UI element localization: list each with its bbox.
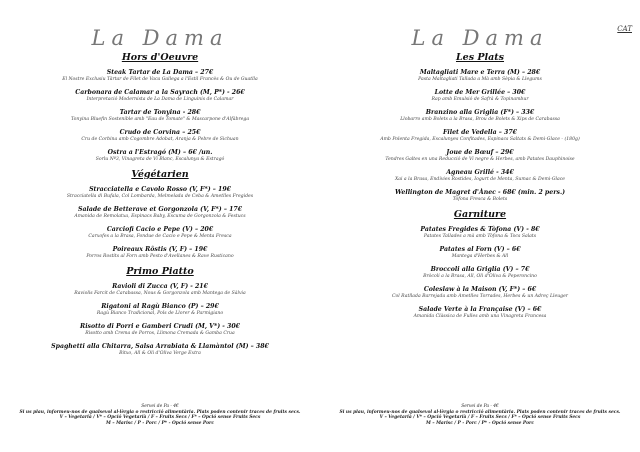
dish-item	[0, 186, 320, 200]
menu-page-right	[320, 0, 640, 452]
dish-description: Interpretació Modernista de La Dama de Linguinis de Calamar	[86, 97, 234, 102]
dish-name: Maltagliati Mare e Terra (M) – 28€	[419, 69, 541, 76]
section-vegetarien	[0, 169, 320, 260]
dish-description: Rap amb Emulsió de Safrà & Topinambur	[431, 97, 529, 102]
legend-line-1: V – Vegetarià / V* – Opció Vegetarià / F – Fruits Secs / F* – Opció sense Fruits Secs	[379, 415, 581, 421]
dish-item	[320, 266, 640, 280]
dish-description: Bròcoli a la Brasa, All, Oli d'Oliva & Peperoncino	[423, 274, 537, 279]
section-garniture	[320, 209, 640, 320]
dish-item	[0, 343, 320, 357]
dish-name: Salade Verte à la Française (V) – 6€	[418, 306, 542, 313]
menu-footer-left	[0, 404, 320, 426]
section-primo-piatto	[0, 266, 320, 357]
allergy-note: Si us plau, informeu-nos de qualsevol al·lèrgia o restricció alimentària. Plats poden contenir traces de fruits secs.	[339, 409, 621, 415]
dish-name: Patates Fregides & Tòfona (V) - 8€	[420, 226, 540, 233]
dish-item	[0, 206, 320, 220]
dish-description: Pasta Maltagliati Tallada a Mà amb Sèpia & Llegums	[418, 77, 542, 82]
dish-description: Stracciatella di Bufala, Col Lombarda, Melmelada de Ceba & Ametlles Fregides	[66, 194, 254, 199]
dish-description: Amanida Clàssica de Fulles amb una Vinagreta Francesa	[413, 314, 547, 319]
allergy-note: Si us plau, informeu-nos de qualsevol al·lèrgia o restricció alimentària. Plats poden contenir traces de fruits secs.	[19, 409, 301, 415]
dish-name: Tartar de Tonyina - 28€	[119, 109, 201, 116]
dish-name: Steak Tartar de La Dama – 27€	[106, 69, 214, 76]
dish-name: Rigatoni al Ragù Bianco (P) – 29€	[101, 303, 219, 310]
menu-content-left	[0, 52, 320, 363]
dish-item	[320, 169, 640, 183]
dish-item	[0, 246, 320, 260]
dish-description: El Nostre Exclusiu Tàrtar de Filet de Vaca Gallega a l'Estil Francès & Ou de Guatlla	[62, 77, 258, 82]
dish-name: Lotte de Mer Grillée – 30€	[434, 89, 526, 96]
dish-item	[320, 109, 640, 123]
dish-item	[320, 129, 640, 143]
restaurant-logo: La Dama	[91, 26, 229, 50]
bread-service-note: Servei de Pa - 4€	[141, 404, 179, 409]
legend-line-2: M – Marisc / P - Porc / P* - Opció sense Porc	[105, 420, 215, 426]
section-title: Hors d'Oeuvre	[121, 52, 199, 63]
dish-name: Patates al Forn (V) – 6€	[439, 246, 521, 253]
dish-item	[0, 89, 320, 103]
dish-description: Raviolis Farcit de Carabassa, Nous & Gorgonzola amb Mantega de Sàlvia	[74, 291, 246, 296]
dish-name: Crudo de Corvina – 25€	[119, 129, 201, 136]
dish-description: Sorlu Nº3, Vinagreta de Vi Blanc, Escalunya & Estragó	[95, 157, 225, 162]
menu-footer-right	[320, 404, 640, 426]
dish-item	[320, 306, 640, 320]
dish-name: Branzino alla Griglia (F*) – 33€	[425, 109, 535, 116]
dish-description: Carxofes a la Brasa, Fondue de Cacio e Pepe & Menta Fresca	[88, 234, 232, 239]
dish-name: Broccoli alla Griglia (V) – 7€	[430, 266, 530, 273]
section-title: Végétarien	[131, 169, 189, 180]
dish-description: Amb Polenta Fregida, Escalunyes Confitades, Espinacs Saltats & Demi-Glace - (180g)	[380, 137, 580, 142]
dish-description: Col Ratllada Barrejada amb Ametlles Torrades, Herbes & un Adreç Lleuger	[391, 294, 569, 299]
legend-line-1: V – Vegetarià / V* – Opció Vegetarià / F – Fruits Secs / F* – Opció sense Fruits Secs	[59, 415, 261, 421]
dish-name: Carbonara de Calamar a la Sayrach (M, P*) - 26€	[75, 89, 245, 96]
section-hors-doeuvre	[0, 52, 320, 163]
dish-item	[320, 189, 640, 203]
dish-name: Coleslaw à la Maison (V, F*) – 6€	[423, 286, 537, 293]
dish-item	[320, 149, 640, 163]
dish-name: Salade de Betterave et Gorgonzola (V, F*) – 17€	[78, 206, 242, 213]
dish-item	[320, 69, 640, 83]
dish-name: Carciofi Cacio e Pepe (V) – 20€	[106, 226, 214, 233]
dish-item	[0, 303, 320, 317]
dish-item	[0, 283, 320, 297]
dish-item	[320, 246, 640, 260]
dish-description: Llobarro amb Bolets a la Brasa, Brou de Bolets & Xips de Carabassa	[400, 117, 560, 122]
dish-name: Spaghetti alla Chitarra, Salsa Arrabiata & Llamàntol (M) – 38€	[51, 343, 269, 350]
dish-description: Risotto amb Crema de Porros, Llimona Cremada & Gamba Crua	[85, 331, 235, 336]
dish-item	[0, 149, 320, 163]
dish-item	[0, 129, 320, 143]
dish-description: Xai a la Brasa, Endívies Rostides, Iogurt de Menta, Sumac & Demi-Glace	[394, 177, 565, 182]
dish-description: Porros Rostits al Forn amb Pesto d'Avellanes & Rave Rusticano	[86, 254, 234, 259]
dish-description: Tonyina Bluefin Sostenible amb "Eau de Tomate" & Mascarpone d'Alfàbrega	[70, 117, 250, 122]
section-title: Garniture	[453, 209, 507, 220]
restaurant-logo: La Dama	[411, 26, 549, 50]
dish-description: Cru de Corbina amb Cogombre Adobat, Aranja & Pebre de Sichuan	[81, 137, 239, 142]
dish-description: Mantega d'Herbes & All	[451, 254, 509, 259]
bread-service-note: Servei de Pa - 4€	[461, 404, 499, 409]
dish-description: Ragù Bianco Tradicional, Pols de Llorer & Parmigiano	[96, 311, 224, 316]
dish-item	[0, 226, 320, 240]
dish-name: Filet de Vedella – 37€	[443, 129, 517, 136]
legend-line-2: M – Marisc / P - Porc / P* - Opció sense Porc	[425, 420, 535, 426]
dish-name: Joue de Bœuf – 29€	[446, 149, 514, 156]
dish-item	[0, 323, 320, 337]
dish-item	[320, 226, 640, 240]
section-title: Primo Piatto	[126, 266, 194, 277]
dish-description: Amanida de Remolatxa, Espinacs Baby, Escuma de Gorgonzola & Festucs	[74, 214, 246, 219]
dish-item	[0, 109, 320, 123]
dish-name: Wellington de Magret d'Ànec - 68€ (min. 2 pers.)	[394, 189, 566, 196]
dish-description: Tòfona Fresca & Bolets	[452, 197, 508, 202]
dish-name: Poireaux Rôstis (V, F) – 19€	[112, 246, 208, 253]
dish-name: Stracciatella e Cavolo Rosso (V, F*) – 19€	[89, 186, 231, 193]
dish-name: Agneau Grillé - 34€	[446, 169, 514, 176]
dish-item	[0, 69, 320, 83]
dish-description: Patates Tallades a mà amb Tòfona & Tocs Salats	[423, 234, 537, 239]
dish-name: Risotto di Porri e Gamberi Crudi (M, V*) - 30€	[80, 323, 240, 330]
dish-item	[320, 89, 640, 103]
dish-name: Ostra a l'Estragó (M) – 6€ /un.	[107, 149, 213, 156]
section-title: Les Plats	[455, 52, 505, 63]
menu-content-right	[320, 52, 640, 326]
language-link-cat[interactable]: CAT	[617, 25, 632, 33]
dish-name: Ravioli di Zucca (V, F) - 21€	[112, 283, 208, 290]
section-les-plats	[320, 52, 640, 203]
dish-description: Bitxo, All & Oli d'Oliva Verge Extra	[119, 351, 201, 356]
dish-item	[320, 286, 640, 300]
dish-description: Tendres Galtes en una Reducció de Vi negre & Herbes, amb Patates Dauphinoise	[385, 157, 575, 162]
